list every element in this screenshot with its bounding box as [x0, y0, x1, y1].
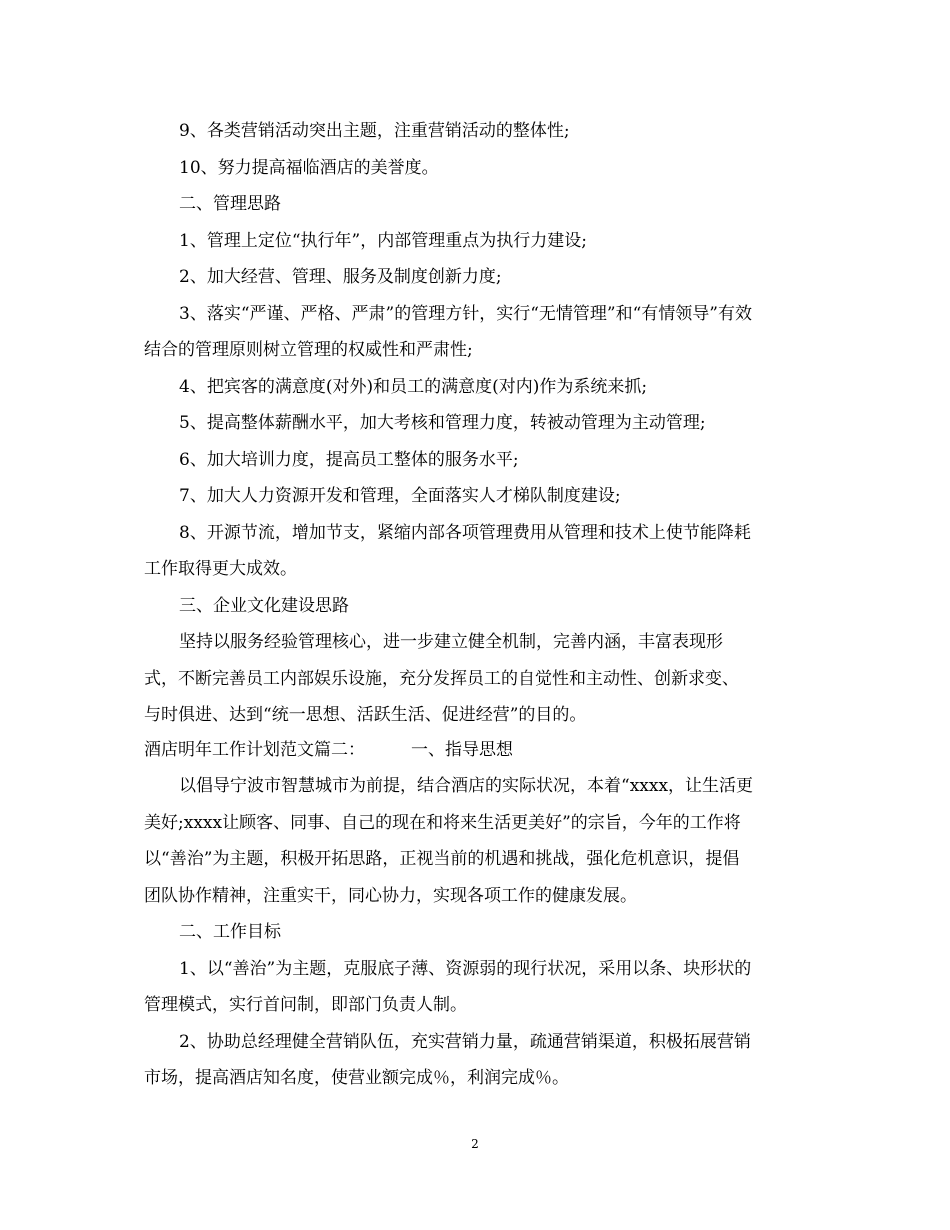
- list-item-continuation: 结合的管理原则树立管理的权威性和严肃性;: [144, 340, 473, 360]
- paragraph-line: 坚持以服务经验管理核心，进一步建立健全机制，完善内涵，丰富表现形: [179, 632, 723, 652]
- list-item: 2、加大经营、管理、服务及制度创新力度;: [179, 267, 502, 287]
- paragraph-line: 以“善治”为主题，积极开拓思路，正视当前的机遇和挑战，强化危机意识，提倡: [144, 849, 740, 869]
- article-title: 酒店明年工作计划范文篇二：: [144, 740, 365, 760]
- list-item: 9、各类营销活动突出主题，注重营销活动的整体性;: [179, 121, 570, 141]
- list-item: 1、管理上定位“执行年”，内部管理重点为执行力建设;: [179, 231, 587, 251]
- list-item: 4、把宾客的满意度(对外)和员工的满意度(对内)作为系统来抓;: [179, 377, 648, 397]
- list-item-continuation: 管理模式，实行首问制，即部门负责人制。: [144, 995, 467, 1015]
- list-item: 6、加大培训力度，提高员工整体的服务水平;: [179, 450, 519, 470]
- list-item: 5、提高整体薪酬水平，加大考核和管理力度，转被动管理为主动管理;: [179, 413, 706, 433]
- list-item-continuation: 工作取得更大成效。: [144, 559, 297, 579]
- paragraph-line: 美好;xxxx让顾客、同事、自己的现在和将来生活更美好”的宗旨，今年的工作将: [144, 813, 741, 833]
- paragraph-line: 与时俱进、达到“统一思想、活跃生活、促进经营”的目的。: [144, 705, 587, 725]
- section-heading: 二、管理思路: [179, 194, 281, 214]
- list-item: 8、开源节流，增加节支，紧缩内部各项管理费用从管理和技术上使节能降耗: [179, 523, 751, 543]
- paragraph-line: 式，不断完善员工内部娱乐设施，充分发挥员工的自觉性和主动性、创新求变、: [144, 669, 739, 689]
- paragraph-line: 以倡导宁波市智慧城市为前提，结合酒店的实际状况，本着“xxxx，让生活更: [179, 776, 754, 796]
- section-heading: 一、指导思想: [411, 740, 513, 760]
- section-heading: 三、企业文化建设思路: [179, 596, 349, 616]
- list-item-continuation: 市场，提高酒店知名度，使营业额完成％，利润完成％。: [144, 1068, 569, 1088]
- list-item: 3、落实“严谨、严格、严肃”的管理方针，实行“无情管理”和“有情领导”有效: [179, 304, 752, 324]
- list-item: 7、加大人力资源开发和管理，全面落实人才梯队制度建设;: [179, 486, 621, 506]
- section-heading: 二、工作目标: [179, 922, 281, 942]
- article-title-line: [144, 739, 513, 761]
- page-number: 2: [471, 1137, 479, 1151]
- list-item: 2、协助总经理健全营销队伍，充实营销力量，疏通营销渠道，积极拓展营销: [179, 1032, 751, 1052]
- list-item: 10、努力提高福临酒店的美誉度。: [179, 158, 439, 178]
- paragraph-line: 团队协作精神，注重实干，同心协力，实现各项工作的健康发展。: [144, 886, 637, 906]
- list-item: 1、以“善治”为主题，克服底子薄、资源弱的现行状况，采用以条、块形状的: [179, 959, 752, 979]
